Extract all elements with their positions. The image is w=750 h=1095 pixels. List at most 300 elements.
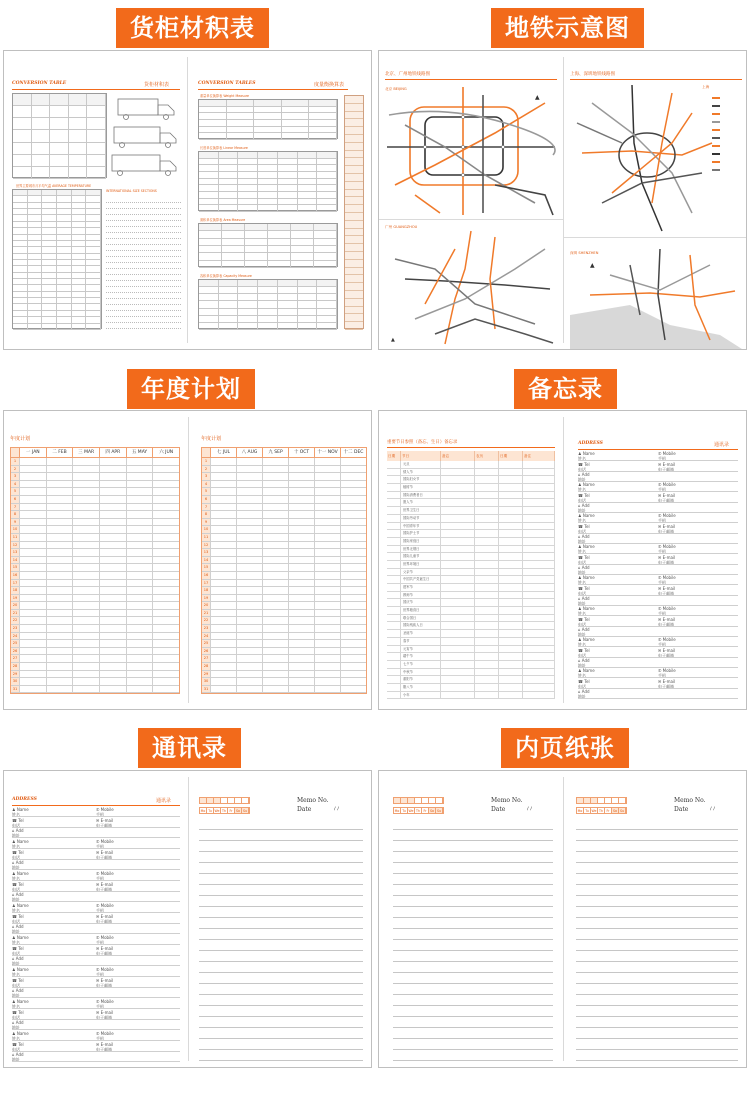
plan-cell bbox=[262, 534, 288, 541]
holiday-row bbox=[387, 592, 555, 600]
weekday-strip bbox=[393, 807, 444, 814]
address-field-label: 电子邮箱 bbox=[658, 559, 674, 565]
plan-cell bbox=[340, 458, 366, 465]
ruled-line bbox=[576, 885, 738, 896]
day-number: 26 bbox=[203, 648, 209, 653]
plan-cell bbox=[262, 511, 288, 518]
address-field-label: ⌂ Add bbox=[12, 924, 24, 929]
index-row bbox=[345, 252, 363, 260]
holiday-cell bbox=[441, 553, 475, 560]
address-field-label: ⌂ Add bbox=[578, 689, 590, 694]
address-field-label: 电话 bbox=[12, 982, 20, 988]
holiday-name: 中国青年节 bbox=[401, 523, 441, 530]
address-entry bbox=[12, 903, 180, 933]
weekday-label: Sa bbox=[235, 808, 242, 813]
plan-cell bbox=[152, 587, 179, 594]
address-field-label: 姓名 bbox=[12, 1035, 20, 1041]
table-cell bbox=[42, 285, 57, 290]
table-cell bbox=[298, 287, 318, 293]
address-field-label: ✆ Mobile bbox=[96, 903, 114, 908]
holiday-cell bbox=[523, 569, 555, 576]
plan-cell bbox=[72, 534, 99, 541]
holiday-cell bbox=[441, 507, 475, 514]
table-cell bbox=[42, 254, 57, 259]
day-number: 14 bbox=[12, 557, 18, 562]
plan-cell bbox=[262, 481, 288, 488]
table-cell bbox=[57, 247, 72, 252]
table-cell bbox=[32, 118, 51, 129]
plan-cell bbox=[126, 602, 153, 609]
plan-cell bbox=[340, 526, 366, 533]
spread-subway bbox=[378, 50, 747, 350]
address-field-label: 电话 bbox=[12, 1046, 20, 1052]
table-cell bbox=[86, 273, 101, 278]
holiday-header: 重要节日参照（备忘、生日）备忘录 bbox=[387, 440, 458, 445]
plan-cell bbox=[46, 625, 73, 632]
table-cell bbox=[254, 133, 282, 139]
address-field-label: ✆ Mobile bbox=[96, 1031, 114, 1036]
month-header: 七 JUL bbox=[210, 448, 236, 457]
table-cell bbox=[317, 316, 337, 322]
table-cell bbox=[28, 203, 43, 208]
table-cell bbox=[278, 205, 298, 211]
plan-cell bbox=[314, 602, 340, 609]
ruled-line bbox=[393, 874, 553, 885]
plan-cell bbox=[288, 511, 314, 518]
plan-cell bbox=[340, 587, 366, 594]
table-cell bbox=[278, 280, 298, 286]
annual-right-table bbox=[201, 447, 367, 694]
address-field-label: 手机 bbox=[658, 517, 666, 523]
address-book-header-en: ADDRESS bbox=[12, 797, 37, 802]
table-cell bbox=[42, 292, 57, 297]
index-row bbox=[345, 190, 363, 198]
address-field-label: 手机 bbox=[658, 641, 666, 647]
plan-cell bbox=[72, 511, 99, 518]
holiday-date bbox=[387, 676, 401, 683]
table-cell bbox=[69, 118, 88, 129]
address-rule bbox=[12, 944, 180, 945]
table-cell bbox=[245, 253, 268, 259]
plan-cell bbox=[46, 655, 73, 662]
calendar-cell bbox=[207, 798, 214, 803]
annual-right-title: 年度计划 bbox=[201, 436, 222, 442]
plan-cell bbox=[126, 481, 153, 488]
address-field-label: 姓名 bbox=[12, 875, 20, 881]
day-row bbox=[11, 633, 179, 641]
weekday-label: We bbox=[591, 809, 597, 813]
ruled-line bbox=[576, 1050, 738, 1061]
holiday-row bbox=[387, 538, 555, 546]
address-field-label: ✉ E-mail bbox=[96, 882, 114, 887]
ruled-line bbox=[576, 863, 738, 874]
table-cell bbox=[87, 130, 106, 141]
plan-cell bbox=[340, 496, 366, 503]
holiday-cell bbox=[441, 530, 475, 537]
ruled-line bbox=[199, 885, 363, 896]
holiday-date bbox=[387, 469, 401, 476]
index-row bbox=[345, 283, 363, 291]
truck-illustrations bbox=[110, 95, 180, 180]
table-cell bbox=[199, 133, 227, 139]
table-cell bbox=[28, 266, 43, 271]
plan-cell bbox=[19, 488, 46, 495]
plan-cell bbox=[236, 602, 262, 609]
address-field-label: ☎ Tel bbox=[12, 946, 24, 951]
plan-cell bbox=[19, 595, 46, 602]
holiday-cell bbox=[499, 515, 523, 522]
address-rule bbox=[578, 553, 738, 554]
plan-cell bbox=[314, 534, 340, 541]
month-header: 二 FEB bbox=[46, 448, 73, 457]
address-entries bbox=[12, 807, 180, 1065]
plan-cell bbox=[46, 542, 73, 549]
table-cell bbox=[72, 215, 87, 220]
plan-cell bbox=[314, 663, 340, 670]
plan-cell bbox=[236, 625, 262, 632]
index-row bbox=[345, 260, 363, 268]
ruled-line bbox=[393, 962, 553, 973]
table-cell bbox=[291, 253, 314, 259]
holiday-row bbox=[387, 607, 555, 615]
address-field-label: 电话 bbox=[12, 886, 20, 892]
plan-cell bbox=[288, 557, 314, 564]
address-field-label: 手机 bbox=[658, 579, 666, 585]
spread-conversion bbox=[3, 50, 372, 350]
address-entry bbox=[578, 451, 738, 481]
table-cell bbox=[227, 107, 255, 113]
page-subway-left bbox=[379, 51, 563, 349]
table-cell bbox=[238, 205, 258, 211]
table-cell bbox=[219, 301, 239, 307]
index-row bbox=[345, 119, 363, 127]
plan-cell bbox=[126, 595, 153, 602]
day-row bbox=[202, 504, 366, 512]
ruled-line bbox=[393, 841, 553, 852]
plan-cell bbox=[262, 671, 288, 678]
table-cell bbox=[199, 199, 219, 205]
table-cell bbox=[219, 316, 239, 322]
ruled-line bbox=[393, 896, 553, 907]
table-cell bbox=[72, 203, 87, 208]
plan-cell bbox=[72, 648, 99, 655]
holiday-date bbox=[387, 546, 401, 553]
plan-cell bbox=[72, 542, 99, 549]
table-cell bbox=[254, 100, 282, 106]
table-cell bbox=[222, 231, 245, 237]
day-row bbox=[202, 488, 366, 496]
calendar-cell bbox=[214, 798, 221, 803]
holiday-row bbox=[387, 499, 555, 507]
plan-cell bbox=[262, 504, 288, 511]
plan-cell bbox=[99, 481, 126, 488]
holiday-cell bbox=[499, 476, 523, 483]
plan-cell bbox=[99, 473, 126, 480]
section-title-conversion: 货柜材积表 bbox=[116, 8, 269, 48]
table-row bbox=[199, 294, 337, 301]
plan-cell bbox=[46, 610, 73, 617]
table-cell bbox=[13, 215, 28, 220]
address-field-label: 电子邮箱 bbox=[96, 854, 112, 860]
holiday-cell bbox=[499, 569, 523, 576]
plan-cell bbox=[236, 542, 262, 549]
address-field-label: ☎ Tel bbox=[578, 617, 590, 622]
holiday-cell bbox=[499, 523, 523, 530]
memo-no-label: Memo No. bbox=[491, 797, 523, 804]
table-cell bbox=[42, 311, 57, 316]
holiday-date bbox=[387, 492, 401, 499]
weekday-label: Fr bbox=[228, 808, 235, 813]
address-entry bbox=[12, 967, 180, 997]
address-field-label: ✉ E-mail bbox=[96, 914, 114, 919]
plan-cell bbox=[152, 663, 179, 670]
holiday-date bbox=[387, 646, 401, 653]
table-cell bbox=[72, 190, 87, 195]
calendar-cell bbox=[429, 798, 436, 803]
plan-cell bbox=[72, 625, 99, 632]
holiday-date bbox=[387, 653, 401, 660]
table-cell bbox=[86, 190, 101, 195]
day-row bbox=[202, 572, 366, 580]
table-cell bbox=[238, 309, 258, 315]
day-row bbox=[11, 511, 179, 519]
plan-cell bbox=[262, 686, 288, 693]
plan-cell bbox=[262, 648, 288, 655]
address-field-label: ♟ Name bbox=[578, 451, 595, 456]
address-field-label: ⌂ Add bbox=[578, 565, 590, 570]
plan-cell bbox=[152, 504, 179, 511]
address-rule bbox=[578, 564, 738, 565]
day-row bbox=[11, 526, 179, 534]
plan-cell bbox=[262, 610, 288, 617]
day-number-header bbox=[202, 448, 210, 457]
table-cell bbox=[291, 261, 314, 267]
holiday-row bbox=[387, 515, 555, 523]
address-field-label: ☎ Tel bbox=[578, 648, 590, 653]
plan-cell bbox=[19, 648, 46, 655]
plan-cell bbox=[262, 488, 288, 495]
address-field-label: ♟ Name bbox=[12, 807, 29, 812]
table-cell bbox=[72, 247, 87, 252]
table-cell bbox=[72, 260, 87, 265]
table-row bbox=[199, 301, 337, 308]
holiday-row bbox=[387, 569, 555, 577]
table-cell bbox=[278, 323, 298, 329]
table-cell bbox=[86, 228, 101, 233]
table-cell bbox=[13, 118, 32, 129]
ruled-line bbox=[393, 852, 553, 863]
address-field-label: 电子邮箱 bbox=[658, 652, 674, 658]
plan-cell bbox=[210, 481, 236, 488]
day-row bbox=[202, 458, 366, 466]
plan-cell bbox=[314, 549, 340, 556]
plan-cell bbox=[288, 671, 314, 678]
address-field-label: ⌂ Add bbox=[578, 503, 590, 508]
table-cell bbox=[72, 235, 87, 240]
plan-cell bbox=[288, 534, 314, 541]
table-cell bbox=[28, 273, 43, 278]
table-cell bbox=[199, 127, 227, 133]
plan-cell bbox=[19, 610, 46, 617]
month-header: 四 APR bbox=[99, 448, 126, 457]
table-row bbox=[13, 118, 106, 130]
holiday-row bbox=[387, 630, 555, 638]
ruled-line bbox=[199, 874, 363, 885]
holiday-cell bbox=[441, 476, 475, 483]
day-row bbox=[11, 481, 179, 489]
holiday-cell bbox=[475, 553, 499, 560]
memo-date-label: Date bbox=[491, 806, 506, 813]
address-field-label: ♟ Name bbox=[12, 935, 29, 940]
table-cell bbox=[199, 287, 219, 293]
day-number: 4 bbox=[202, 481, 210, 488]
table-cell bbox=[199, 152, 219, 158]
holiday-cell bbox=[441, 492, 475, 499]
ruled-line bbox=[199, 1006, 363, 1017]
memo-ruled-lines bbox=[393, 819, 553, 1061]
table-cell bbox=[298, 165, 318, 171]
memo-no-label: Memo No. bbox=[674, 797, 706, 804]
weekday-label: Mo bbox=[577, 809, 583, 813]
plan-cell bbox=[152, 602, 179, 609]
address-field-label: 地址 bbox=[578, 600, 586, 606]
ruled-line bbox=[199, 951, 363, 962]
table-cell bbox=[57, 311, 72, 316]
plan-cell bbox=[340, 633, 366, 640]
holiday-date bbox=[387, 638, 401, 645]
table-cell bbox=[199, 309, 219, 315]
address-rule bbox=[578, 626, 738, 627]
plan-cell bbox=[99, 549, 126, 556]
address-field-label: 地址 bbox=[12, 1024, 20, 1030]
table-cell bbox=[268, 261, 291, 267]
table-cell bbox=[13, 324, 28, 329]
calendar-cell bbox=[408, 798, 415, 803]
plan-cell bbox=[152, 633, 179, 640]
address-entries-preview bbox=[578, 451, 738, 701]
table-cell bbox=[238, 165, 258, 171]
page-conversion-left bbox=[4, 51, 187, 349]
plan-cell bbox=[288, 610, 314, 617]
plan-cell bbox=[262, 617, 288, 624]
table-cell bbox=[317, 301, 337, 307]
holiday-cell bbox=[441, 499, 475, 506]
ruled-line bbox=[393, 918, 553, 929]
holiday-cell bbox=[475, 615, 499, 622]
plan-cell bbox=[19, 557, 46, 564]
address-field-label: 姓名 bbox=[578, 610, 586, 616]
page-memo-sheet-a bbox=[189, 771, 372, 1067]
address-rule bbox=[578, 522, 738, 523]
table-cell bbox=[219, 152, 239, 158]
holiday-date bbox=[387, 615, 401, 622]
holiday-cell bbox=[523, 469, 555, 476]
plan-cell bbox=[19, 617, 46, 624]
plan-cell bbox=[126, 572, 153, 579]
table-cell bbox=[199, 120, 227, 126]
holiday-name: 联合国日 bbox=[401, 615, 441, 622]
address-rule bbox=[12, 965, 180, 966]
plan-cell bbox=[99, 602, 126, 609]
address-field-label: ♟ Name bbox=[578, 482, 595, 487]
holiday-cell bbox=[499, 530, 523, 537]
address-rule bbox=[12, 827, 180, 828]
plan-cell bbox=[340, 617, 366, 624]
day-row bbox=[11, 542, 179, 550]
table-cell bbox=[86, 311, 101, 316]
table-cell bbox=[254, 127, 282, 133]
plan-cell bbox=[99, 686, 126, 693]
plan-cell bbox=[46, 678, 73, 685]
plan-cell bbox=[236, 473, 262, 480]
day-row bbox=[202, 542, 366, 550]
plan-cell bbox=[314, 481, 340, 488]
plan-cell bbox=[152, 580, 179, 587]
table-row bbox=[13, 130, 106, 142]
table-cell bbox=[13, 298, 28, 303]
table-cell bbox=[13, 143, 32, 154]
conversion-left-header-en: CONVERSION TABLE bbox=[12, 81, 67, 86]
plan-cell bbox=[314, 557, 340, 564]
table-cell bbox=[222, 239, 245, 245]
address-field-label: 地址 bbox=[12, 1056, 20, 1062]
holiday-cell bbox=[499, 461, 523, 468]
table-cell bbox=[199, 159, 219, 165]
plan-cell bbox=[46, 511, 73, 518]
table-cell bbox=[57, 273, 72, 278]
address-field-label: 电子邮箱 bbox=[658, 466, 674, 472]
address-entry bbox=[12, 1031, 180, 1061]
holiday-cell bbox=[523, 553, 555, 560]
table-cell bbox=[238, 185, 258, 191]
table-row bbox=[199, 165, 337, 172]
plan-cell bbox=[152, 564, 179, 571]
day-row bbox=[11, 466, 179, 474]
plan-cell bbox=[288, 633, 314, 640]
plan-cell bbox=[314, 466, 340, 473]
weight-caption: 重量单位换算表 Weight Measure bbox=[200, 94, 249, 98]
plan-cell bbox=[126, 526, 153, 533]
plan-cell bbox=[262, 663, 288, 670]
plan-cell bbox=[262, 595, 288, 602]
address-field-label: ☎ Tel bbox=[578, 586, 590, 591]
holiday-name: 中秋节 bbox=[401, 669, 441, 676]
day-number: 24 bbox=[12, 633, 18, 638]
address-rule bbox=[12, 1040, 180, 1041]
holiday-cell bbox=[523, 515, 555, 522]
plan-cell bbox=[210, 511, 236, 518]
plan-cell bbox=[236, 617, 262, 624]
ruled-line bbox=[576, 1039, 738, 1050]
day-row bbox=[11, 602, 179, 610]
plan-cell bbox=[288, 473, 314, 480]
size-row bbox=[106, 323, 181, 329]
address-field-label: 姓名 bbox=[578, 672, 586, 678]
holiday-cell bbox=[523, 638, 555, 645]
plan-cell bbox=[126, 496, 153, 503]
table-cell bbox=[199, 323, 219, 329]
table-cell bbox=[199, 246, 222, 252]
table-cell bbox=[258, 287, 278, 293]
plan-cell bbox=[236, 587, 262, 594]
calendar-cell bbox=[584, 798, 591, 803]
weekday-label: Fr bbox=[422, 808, 429, 813]
table-cell bbox=[28, 279, 43, 284]
holiday-row bbox=[387, 676, 555, 684]
plan-cell bbox=[19, 640, 46, 647]
address-field-label: 电子邮箱 bbox=[96, 950, 112, 956]
table-row bbox=[199, 100, 337, 107]
